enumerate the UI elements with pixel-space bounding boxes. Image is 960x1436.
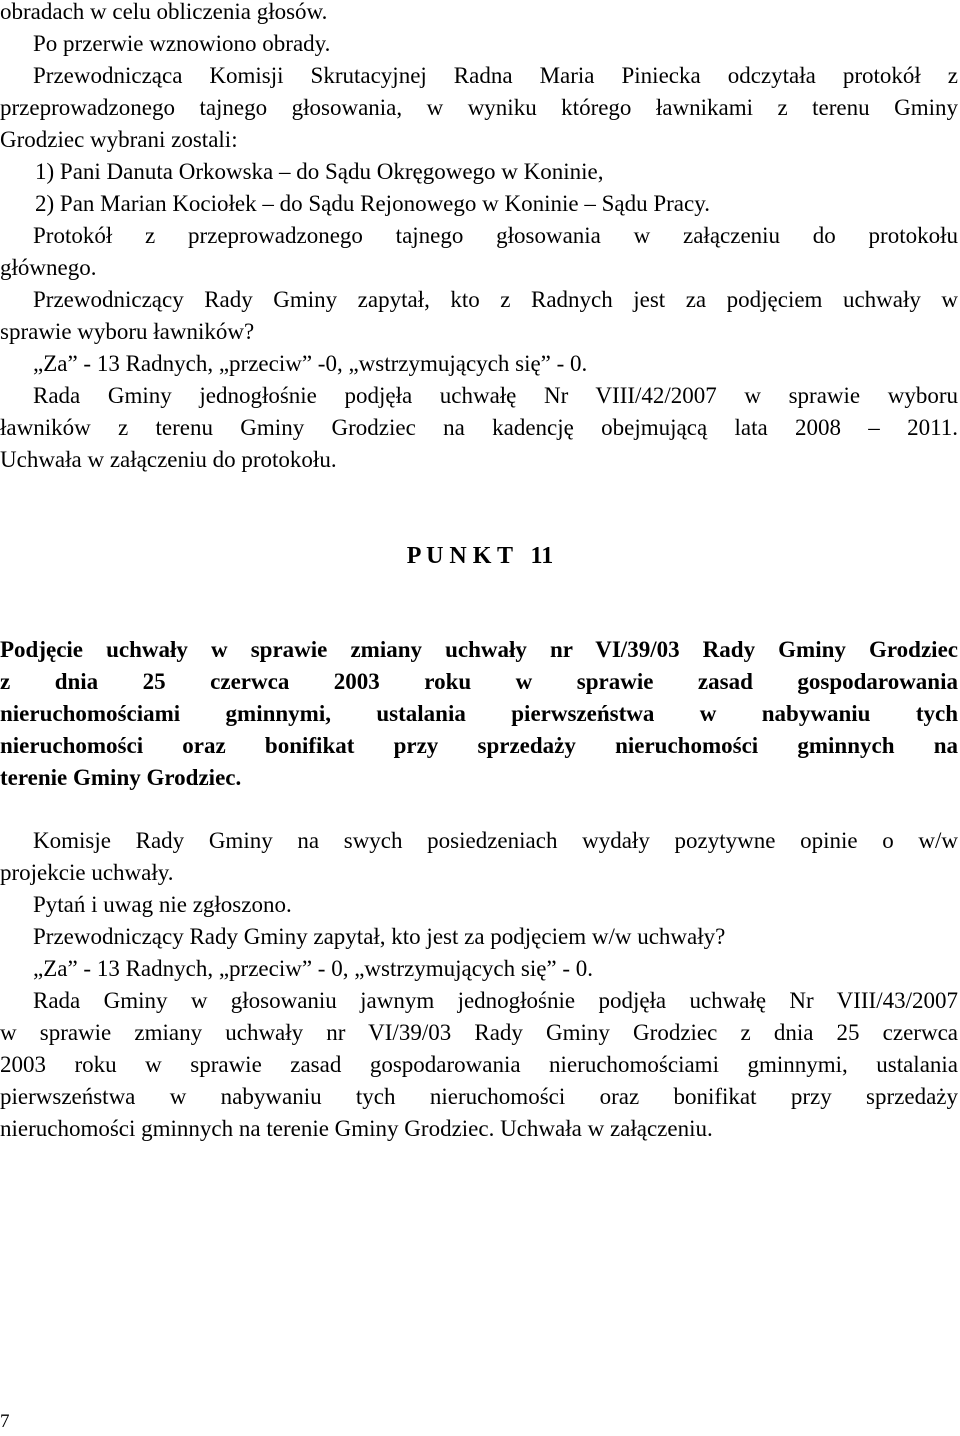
page-number: 7	[0, 1411, 10, 1432]
section-heading: P U N K T 11	[406, 543, 554, 569]
text-line: projekcie uchwały.	[0, 860, 174, 885]
text-line: Protokół z przeprowadzonego tajnego głosowania w załączeniu do protokołu	[33, 223, 958, 248]
vote-result: „Za” - 13 Radnych, „przeciw” - 0, „wstrzymujących się” - 0.	[33, 956, 594, 981]
text-line: obradach w celu obliczenia głosów.	[0, 0, 328, 24]
section-title-line: Podjęcie uchwały w sprawie zmiany uchwały nr VI/39/03 Rady Gminy Grodziec	[0, 637, 958, 662]
text-line: przeprowadzonego tajnego głosowania, w wyniku którego ławnikami z terenu Gminy	[0, 95, 958, 120]
text-line: 2003 roku w sprawie zasad gospodarowania nieruchomościami gminnymi, ustalania	[0, 1052, 958, 1077]
text-line: Przewodnicząca Komisji Skrutacyjnej Radna Maria Piniecka odczytała protokół z	[33, 63, 958, 88]
section-title-line: nieruchomości oraz bonifikat przy sprzedaży nieruchomości gminnych na	[0, 733, 958, 758]
text-line: głównego.	[0, 255, 97, 280]
section-title-line: terenie Gminy Grodziec.	[0, 765, 242, 790]
section-title-line: z dnia 25 czerwca 2003 roku w sprawie zasad gospodarowania	[0, 669, 958, 694]
text-line: Grodziec wybrani zostali:	[0, 127, 238, 152]
text-line: pierwszeństwa w nabywaniu tych nieruchomości oraz bonifikat przy sprzedaży	[0, 1084, 958, 1109]
text-line: Przewodniczący Rady Gminy zapytał, kto jest za podjęciem w/w uchwały?	[33, 924, 726, 949]
text-line: Rada Gminy w głosowaniu jawnym jednogłośnie podjęła uchwałę Nr VIII/43/2007	[33, 988, 958, 1013]
text-line: sprawie wyboru ławników?	[0, 319, 255, 344]
vote-result: „Za” - 13 Radnych, „przeciw” -0, „wstrzymujących się” - 0.	[33, 351, 588, 376]
text-line: nieruchomości gminnych na terenie Gminy Grodziec. Uchwała w załączeniu.	[0, 1116, 713, 1141]
text-line: Rada Gminy jednogłośnie podjęła uchwałę Nr VIII/42/2007 w sprawie wyboru	[33, 383, 958, 408]
section-title-line: nieruchomościami gminnymi, ustalania pierwszeństwa w nabywaniu tych	[0, 701, 958, 726]
text-line: Po przerwie wznowiono obrady.	[33, 31, 331, 56]
text-line: Komisje Rady Gminy na swych posiedzeniach wydały pozytywne opinie o w/w	[33, 828, 958, 853]
list-item: 2) Pan Marian Kociołek – do Sądu Rejonowego w Koninie – Sądu Pracy.	[35, 191, 710, 216]
text-line: w sprawie zmiany uchwały nr VI/39/03 Rady Gminy Grodziec z dnia 25 czerwca	[0, 1020, 958, 1045]
text-line: Pytań i uwag nie zgłoszono.	[33, 892, 292, 917]
text-line: Przewodniczący Rady Gminy zapytał, kto z Radnych jest za podjęciem uchwały w	[33, 287, 958, 312]
text-line: Uchwała w załączeniu do protokołu.	[0, 447, 337, 472]
list-item: 1) Pani Danuta Orkowska – do Sądu Okręgowego w Koninie,	[35, 159, 604, 184]
text-line: ławników z terenu Gminy Grodziec na kadencję obejmującą lata 2008 – 2011.	[0, 415, 958, 440]
